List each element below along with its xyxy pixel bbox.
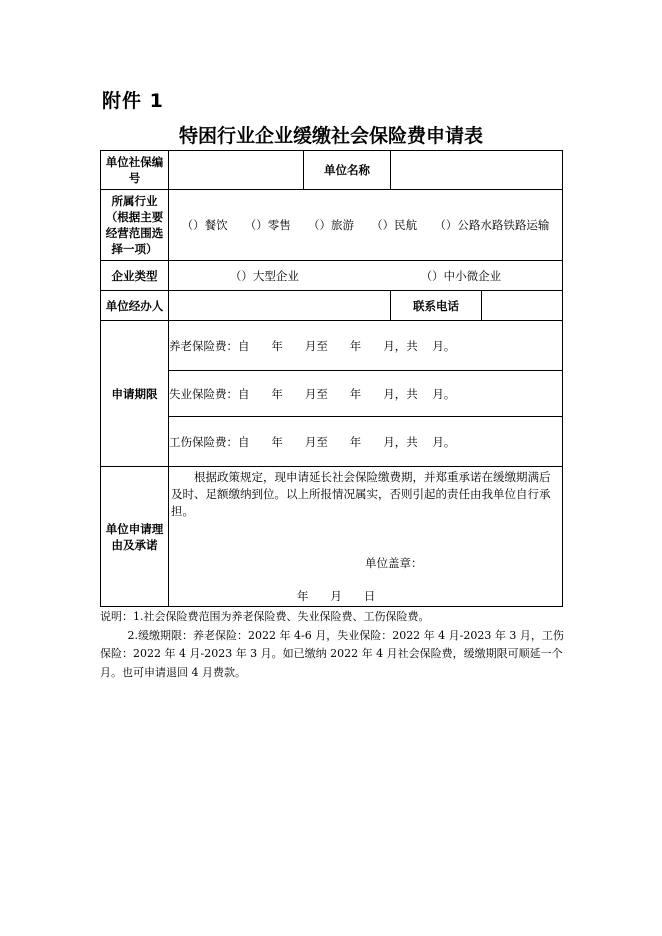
row-unit-info: [101, 151, 563, 190]
social-no-label: 单位社保编号: [101, 151, 169, 190]
phone-label: 联系电话: [391, 291, 482, 321]
industry-option-aviation[interactable]: （）民航: [371, 218, 418, 232]
company-type-label: 企业类型: [101, 261, 169, 291]
reason-label: 单位申请理由及承诺: [101, 467, 169, 607]
unit-name-field[interactable]: [391, 151, 563, 190]
industry-option-catering[interactable]: （）餐饮: [181, 218, 228, 232]
note-2: 2.缓缴期限：养老保险：2022 年 4-6 月，失业保险：2022 年 4 月-2023 年 3 月，工伤保险：2022 年 4 月-2023 年 3 月。如已缴纳 2022 年 4 月社会保险费，缓缴期限可顺延一个月。也可申请退回 4 月费款。: [100, 628, 564, 679]
row-handler: [101, 291, 563, 321]
company-type-options: [169, 261, 563, 291]
phone-field[interactable]: [482, 291, 563, 321]
reason-cell: [169, 467, 563, 607]
industry-option-transport[interactable]: （）公路水路铁路运输: [434, 218, 550, 232]
industry-label: 所属行业（根据主要经营范围选择一项）: [101, 190, 169, 261]
seal-text: 单位盖章：: [365, 556, 423, 570]
period-pension[interactable]: 养老保险费：自 年 月至 年 月，共 月。: [169, 321, 563, 371]
row-industry: [101, 190, 563, 261]
application-form-table: [100, 150, 563, 607]
reason-text: 根据政策规定，现申请延长社会保险缴费期，并郑重承诺在缓缴期满后及时、足额缴纳到位。以上所报情况属实，否则引起的责任由我单位自行承担。: [171, 470, 551, 518]
company-type-option-large[interactable]: （）大型企业: [229, 268, 299, 283]
notes: [100, 608, 566, 682]
handler-label: 单位经办人: [101, 291, 169, 321]
attachment-label: 附件 1: [102, 90, 164, 112]
industry-options: [169, 190, 563, 261]
form-title: 特困行业企业缓缴社会保险费申请表: [178, 125, 483, 147]
unit-name-label: 单位名称: [304, 151, 391, 190]
row-reason: [101, 467, 563, 607]
handler-field[interactable]: [169, 291, 391, 321]
row-company-type: [101, 261, 563, 291]
industry-option-retail[interactable]: （）零售: [244, 218, 291, 232]
row-period-unemployment: [101, 371, 563, 417]
industry-option-tourism[interactable]: （）旅游: [307, 218, 354, 232]
period-unemployment[interactable]: 失业保险费：自 年 月至 年 月，共 月。: [169, 371, 563, 417]
row-period-injury: [101, 417, 563, 467]
company-type-option-sme[interactable]: （）中小微企业: [420, 268, 502, 283]
period-injury[interactable]: 工伤保险费：自 年 月至 年 月，共 月。: [169, 417, 563, 467]
period-label: 申请期限: [101, 321, 169, 467]
row-period-pension: [101, 321, 563, 371]
social-no-field[interactable]: [169, 151, 304, 190]
note-1: 说明：1.社会保险费范围为养老保险费、失业保险费、工伤保险费。: [100, 610, 430, 623]
date-text: 年 月 日: [297, 589, 376, 603]
